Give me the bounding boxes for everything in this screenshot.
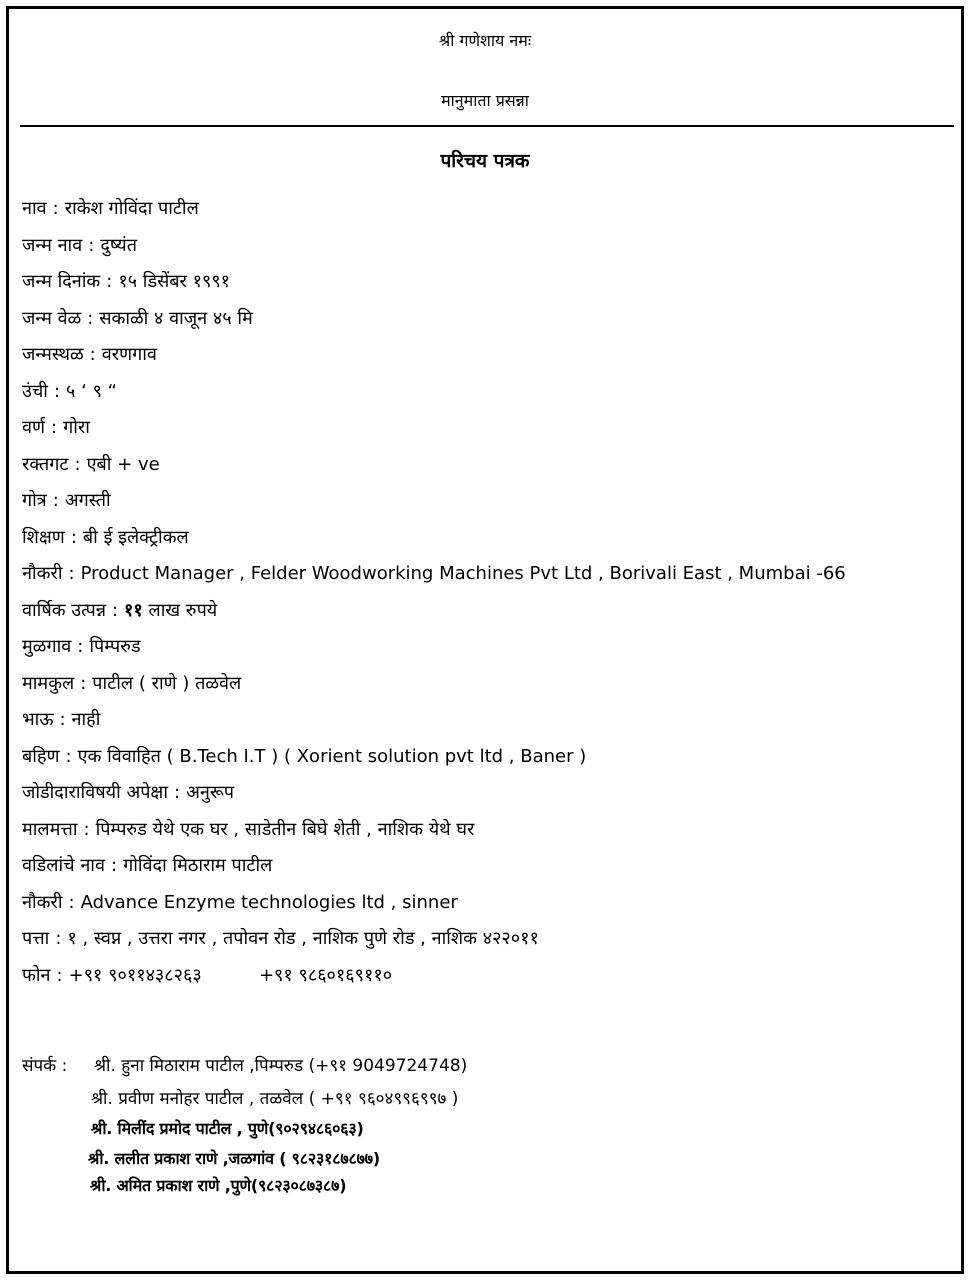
detail-value: राकेश गोविंदा पाटील (64, 198, 199, 219)
detail-row (22, 525, 189, 549)
detail-separator: : (174, 782, 181, 803)
detail-row (22, 342, 157, 366)
detail-value: +९१ ९०११४३८२६३ +९१ ९८६०१६९११० (68, 964, 393, 986)
detail-separator: : (59, 709, 66, 730)
detail-value: गोविंदा मिठाराम पाटील (123, 855, 273, 876)
detail-separator: : (70, 526, 77, 548)
page-title: परिचय पत्रक (440, 150, 530, 172)
detail-row (22, 196, 199, 220)
detail-separator: : (74, 453, 81, 475)
detail-label: मुळगाव (22, 636, 72, 657)
contact-item: श्री. प्रवीण मनोहर पाटील , तळवेल ( +९१ ९६०४९९६९९७ ) (91, 1089, 459, 1109)
detail-row (22, 707, 100, 731)
detail-value: अगस्ती (64, 490, 111, 511)
detail-label: नौकरी (22, 563, 63, 584)
detail-value: लाख रुपये (142, 599, 218, 621)
detail-separator: : (68, 563, 75, 584)
detail-value: अनुरूप (186, 782, 235, 803)
detail-row (22, 744, 586, 768)
detail-value: Product Manager , Felder Woodworking Machines Pvt Ltd , Borivali East , Mumbai -66 (80, 563, 846, 584)
detail-separator: : (83, 818, 90, 840)
detail-row (22, 379, 117, 403)
detail-value: एक विवाहित ( B.Tech I.T ) ( Xorient solution pvt ltd , Baner ) (77, 745, 587, 767)
detail-separator: : (56, 964, 63, 986)
invocation-text: श्री गणेशाय नमः (438, 31, 532, 50)
detail-label: नौकरी (22, 891, 63, 913)
detail-label: फोन (22, 964, 51, 986)
detail-separator: : (80, 672, 87, 694)
detail-row (22, 415, 90, 439)
detail-value: Advance Enzyme technologies ltd , sinner (80, 891, 458, 913)
detail-separator: : (87, 307, 94, 329)
detail-separator: : (53, 380, 61, 402)
detail-row (22, 452, 160, 476)
detail-row (22, 890, 458, 914)
detail-separator: : (52, 198, 59, 219)
detail-separator: : (89, 344, 96, 365)
detail-value: गोरा (63, 417, 90, 438)
contact-item: श्री. मिलींद प्रमोद पाटील , पुणे(९०२९४८६०६३) (91, 1119, 364, 1138)
detail-label: भाऊ (22, 709, 54, 730)
detail-row (22, 780, 234, 804)
detail-value: बी ई इलेक्ट्रीकल (82, 526, 189, 548)
detail-label: गोत्र (22, 490, 47, 511)
header-divider (20, 125, 954, 127)
detail-row (22, 561, 846, 585)
detail-label: वर्ण (22, 417, 46, 438)
detail-label: जोडीदाराविषयी अपेक्षा (22, 782, 168, 803)
detail-separator: : (111, 599, 119, 621)
detail-separator: : (68, 891, 75, 913)
detail-row (22, 306, 253, 330)
detail-label: शिक्षण (22, 526, 65, 548)
detail-value: पाटील ( राणे ) तळवेल (92, 672, 242, 694)
detail-row (22, 926, 539, 950)
detail-separator: : (106, 271, 113, 292)
detail-value: नाही (71, 709, 101, 730)
detail-separator: : (65, 745, 72, 767)
detail-separator: : (51, 417, 58, 438)
detail-separator: : (55, 928, 62, 949)
detail-value: दुष्यंत (100, 234, 137, 256)
detail-separator: : (77, 636, 84, 657)
detail-label: पत्ता (22, 928, 50, 949)
detail-value: वरणगाव (101, 344, 157, 365)
detail-row (22, 488, 111, 512)
detail-label: जन्मस्थळ (22, 344, 84, 365)
detail-value: एबी + ve (86, 453, 160, 475)
detail-row (22, 598, 217, 622)
detail-label: जन्म नाव (22, 234, 83, 256)
detail-separator: : (110, 855, 118, 876)
detail-label: वार्षिक उत्पन्न (22, 599, 106, 621)
detail-row (22, 233, 137, 257)
detail-label: वडिलांचे नाव (22, 855, 105, 876)
detail-value: पिम्परुड येथे एक घर , साडेतीन बिघे शेती , नाशिक येथे घर (95, 818, 475, 840)
contact-item: श्री. अमित प्रकाश राणे ,पुणे(९८२३०८७३८७) (90, 1176, 347, 1195)
detail-label: मालमत्ता (22, 818, 78, 840)
detail-separator: : (52, 490, 59, 511)
detail-label: रक्तगट (22, 453, 69, 475)
detail-label: जन्म वेळ (22, 307, 82, 329)
detail-separator: : (88, 234, 95, 256)
detail-row (22, 963, 392, 987)
detail-label: उंची (22, 380, 48, 402)
detail-row (22, 634, 141, 658)
contact-item: श्री. हुना मिठाराम पाटील ,पिम्परुड (+९१ 9049724748) (94, 1056, 468, 1076)
detail-value: १५ डिसेंबर १९९१ (118, 271, 231, 292)
contact-item: श्री. ललीत प्रकाश राणे ,जळगांव ( ९८२३१८७८७७) (88, 1149, 380, 1168)
contacts-label: संपर्क : (22, 1056, 68, 1076)
detail-value: १ , स्वप्न , उत्तरा नगर , तपोवन रोड , नाशिक पुणे रोड , नाशिक ४२२०११ (67, 928, 539, 949)
detail-value: ५ ‘ ९ “ (66, 380, 117, 402)
detail-value: पिम्परुड (89, 636, 141, 657)
detail-label: बहिण (22, 745, 60, 767)
biodata-page (6, 6, 964, 1274)
detail-row (22, 817, 474, 841)
blessing-text: मानुमाता प्रसन्ना (441, 91, 529, 110)
detail-row (22, 671, 241, 695)
detail-label: नाव (22, 198, 47, 219)
detail-value-emphasis: ११ (124, 599, 143, 621)
detail-label: मामकुल (22, 672, 75, 694)
detail-row (22, 853, 272, 877)
detail-label: जन्म दिनांक (22, 271, 101, 292)
detail-value: सकाळी ४ वाजून ४५ मि (99, 307, 253, 329)
detail-row (22, 269, 230, 293)
